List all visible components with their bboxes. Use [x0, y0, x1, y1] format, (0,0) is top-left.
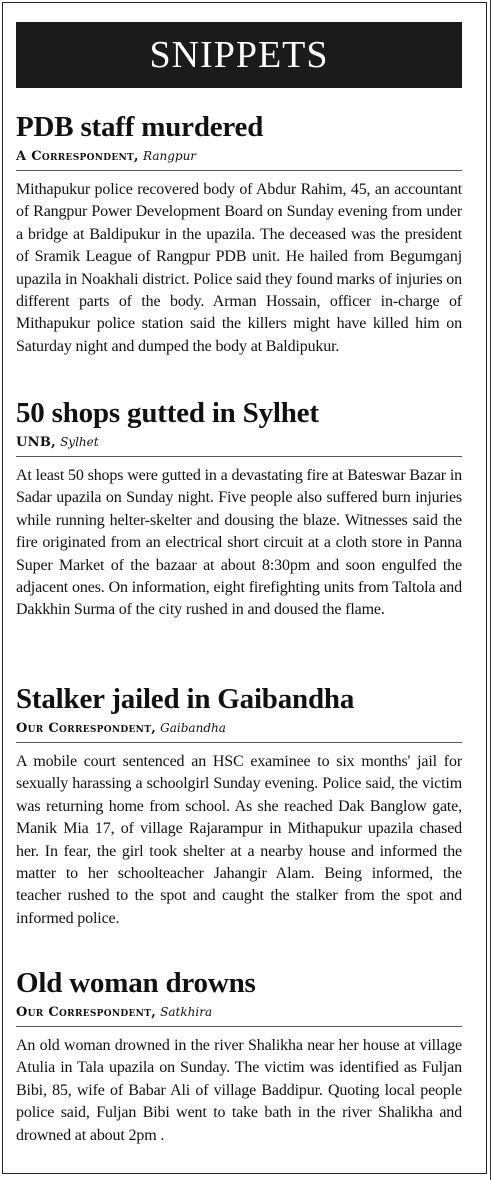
story-old-woman-drowns	[16, 966, 462, 1147]
byline-author: Our Correspondent,	[16, 721, 157, 736]
story-headline: 50 shops gutted in Sylhet	[16, 397, 319, 429]
byline-author: A Correspondent,	[16, 149, 139, 164]
byline-author: UNB,	[16, 435, 56, 450]
byline-location: Rangpur	[143, 149, 197, 163]
story-headline: PDB staff murdered	[16, 111, 264, 143]
story-body: An old woman drowned in the river Shalikha near her house at village Atulia in Tala upazila on Sunday. The victim was identified as Fuljan Bibi, 85, wife of Babar Ali of village Baddipur. Quoting local people police said, Fuljan Bibi went to take bath in the river Shalikha and drowned at about 2pm .	[16, 1037, 462, 1144]
column-rule	[490, 0, 491, 1180]
story-byline	[16, 720, 462, 743]
story-headline: Stalker jailed in Gaibandha	[16, 683, 355, 715]
story-headline: Old woman drowns	[16, 967, 256, 999]
byline-location: Sylhet	[60, 435, 99, 449]
section-title: SNIPPETS	[149, 34, 329, 76]
story-byline	[16, 148, 462, 171]
story-body: Mithapukur police recovered body of Abdur Rahim, 45, an accountant of Rangpur Power Development Board on Sunday evening from under a bridge at Baldipukur in the upazila. The deceased was the president of Sramik League of Rangpur PDB unit. He hailed from Begumganj upazila in Noakhali district. Police said they found marks of injuries on different parts of the body. Arman Hossain, officer in-charge of Mithapukur police station said the killers might have killed him on Saturday night and dumped the body at Baldipukur.	[16, 181, 462, 355]
story-shops-gutted	[16, 396, 462, 622]
story-stalker-jailed	[16, 682, 462, 930]
story-pdb-staff-murdered	[16, 110, 462, 358]
byline-author: Our Correspondent,	[16, 1005, 157, 1020]
story-body: At least 50 shops were gutted in a devastating fire at Bateswar Bazar in Sadar upazila on Sunday night. Five people also suffered burn injuries while running helter-skelter and dousing the blaze. Witnesses said the fire originated from an electrical short circuit at a cloth store in Panna Super Market of the bazaar at about 8:30pm and soon engulfed the adjacent ones. On information, eight firefighting units from Taltola and Dakkhin Surma of the city rushed in and doused the flame.	[16, 467, 462, 619]
byline-location: Satkhira	[160, 1005, 213, 1019]
byline-location: Gaibandha	[160, 721, 226, 735]
story-byline	[16, 1004, 462, 1027]
story-byline	[16, 434, 462, 457]
section-banner	[16, 22, 462, 88]
story-body: A mobile court sentenced an HSC examinee to six months' jail for sexually harassing a schoolgirl Sunday evening. Police said, the victim was returning home from school. As she reached Dak Banglow gate, Manik Mia 17, of village Rajarampur in Mithapukur upazila chased her. In fear, the girl took shelter at a nearby house and informed the matter to her schoolteacher Jahangir Alam. Being informed, the teacher rushed to the spot and caught the stalker from the spot and informed police.	[16, 753, 462, 927]
